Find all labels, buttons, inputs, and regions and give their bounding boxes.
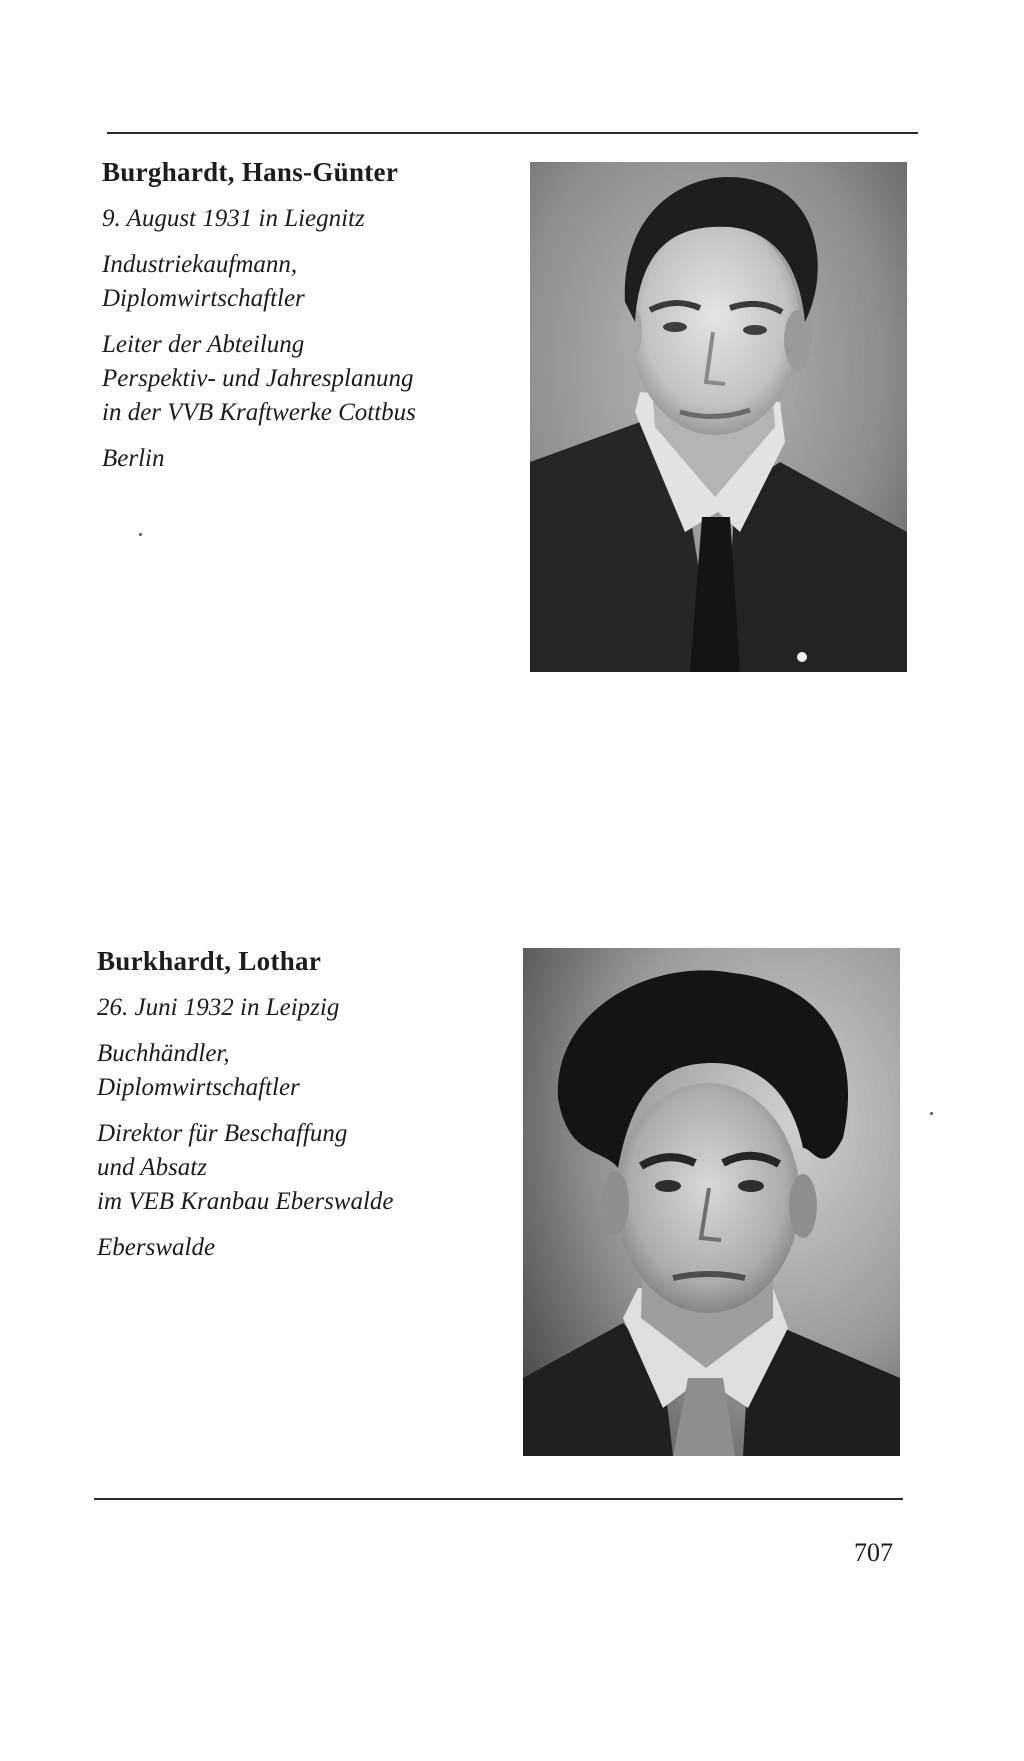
print-speck (139, 533, 142, 536)
birth-line: 9. August 1931 in Liegnitz (102, 205, 365, 232)
birth-line: 26. Juni 1932 in Leipzig (97, 994, 340, 1021)
position-block (97, 1117, 517, 1219)
position-line: und Absatz (97, 1154, 207, 1181)
page-number: 707 (854, 1538, 893, 1567)
biography-entry (102, 157, 522, 488)
person-name: Burkhardt, Lothar (97, 946, 322, 976)
person-name: Burghardt, Hans-Günter (102, 157, 399, 187)
profession-line: Diplomwirtschaftler (97, 1074, 300, 1101)
position-line: in der VVB Kraftwerke Cottbus (102, 399, 416, 426)
profession-line: Buchhändler, (97, 1040, 230, 1067)
position-block (102, 328, 522, 430)
top-rule (107, 132, 918, 134)
residence-line: Berlin (102, 445, 165, 472)
residence-line: Eberswalde (97, 1234, 216, 1261)
position-line: Perspektiv- und Jahresplanung (102, 365, 414, 392)
position-line: Leiter der Abteilung (102, 331, 305, 358)
position-line: Direktor für Beschaffung (97, 1120, 348, 1147)
print-speck (930, 1112, 933, 1115)
bottom-rule (94, 1498, 903, 1500)
profession-line: Diplomwirtschaftler (102, 285, 305, 312)
profession-line: Industriekaufmann, (102, 251, 298, 278)
profession-block (97, 1037, 517, 1105)
portrait-photo (530, 162, 907, 672)
biography-entry (97, 946, 517, 1277)
profession-block (102, 248, 522, 316)
portrait-photo (523, 948, 900, 1456)
position-line: im VEB Kranbau Eberswalde (97, 1188, 394, 1215)
